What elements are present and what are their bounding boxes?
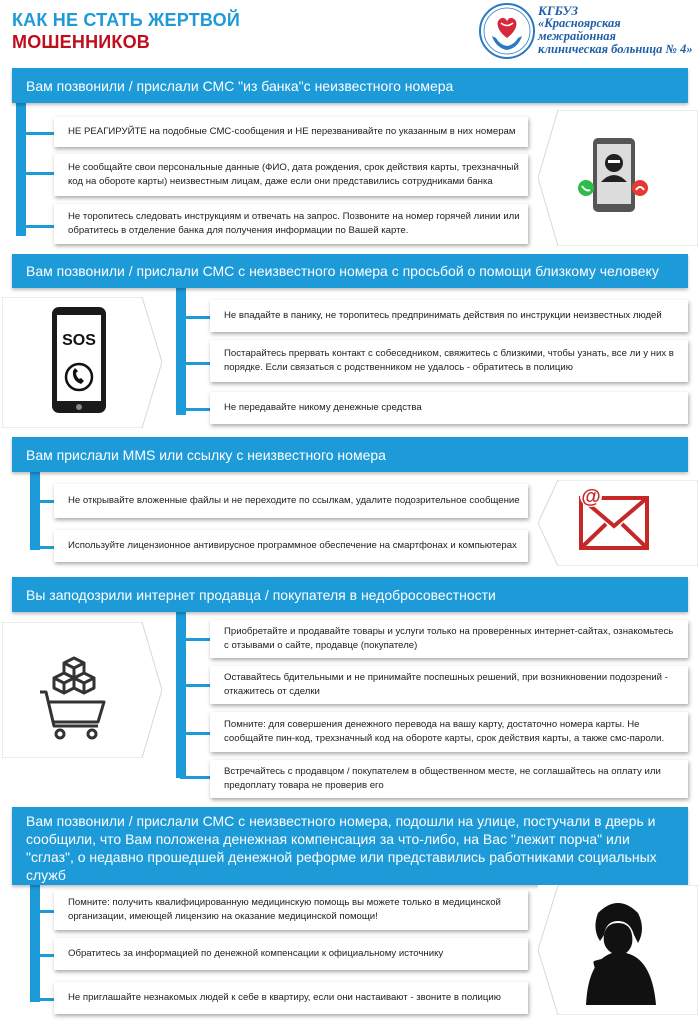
- section5-branch: [34, 954, 54, 957]
- section3-branch: [34, 546, 54, 549]
- sos-label: SOS: [62, 332, 96, 349]
- section4-tip1: Приобретайте и продавайте товары и услуги только на проверенных интернет-сайтах, ознакомьтесь с отзывами о сайте, продавце (покупателе): [210, 620, 688, 658]
- section2-heading: Вам позвонили / прислали СМС с неизвестного номера с просьбой о помощи близкому человеку: [12, 254, 688, 288]
- section3-heading: Вам прислали MMS или ссылку с неизвестного номера: [12, 437, 688, 472]
- section2-connector: [176, 285, 186, 415]
- section5-tip2: Обратитесь за информацией по денежной компенсации к официальному источнику: [54, 938, 528, 970]
- organization-name: [538, 4, 700, 56]
- section4-branch: [180, 776, 210, 779]
- page-title-line1: КАК НЕ СТАТЬ ЖЕРТВОЙ: [12, 10, 240, 30]
- section3-tip2: Используйте лицензионное антивирусное программное обеспечение на смартфонах и компьютерах: [54, 530, 528, 562]
- section4-icon-panel: [2, 622, 162, 758]
- section4-heading: Вы заподозрили интернет продавца / покупателя в недобросовестности: [12, 577, 688, 612]
- section2-tip2: Постарайтесь прервать контакт с собеседником, свяжитесь с близкими, чтобы узнать, все ли у них в порядке. Если связаться с родственником не удалось - обратитесь в полицию: [210, 340, 688, 382]
- section5-tip3: Не приглашайте незнакомых людей к себе в квартиру, если они настаивают - звоните в полицию: [54, 982, 528, 1014]
- organization-line2: «Красноярская межрайонная: [538, 16, 621, 43]
- section1-icon-panel: [538, 110, 698, 246]
- section1-tip1: НЕ РЕАГИРУЙТЕ на подобные СМС-сообщения и НЕ перезванивайте по указанным в них номерам: [54, 117, 528, 147]
- section1-branch: [20, 172, 54, 175]
- hospital-logo-icon: [478, 2, 536, 60]
- section5-icon-panel: [538, 885, 698, 1015]
- section4-branch: [180, 638, 210, 641]
- section1-connector: [16, 100, 26, 236]
- section1-branch: [20, 132, 54, 135]
- section4-tip2: Оставайтесь бдительными и не принимайте поспешных решений, при возникновении подозрений - откажитесь от сделки: [210, 666, 688, 704]
- section5-heading: Вам позвонили / прислали СМС с неизвестного номера, подошли на улице, постучали в дверь и сообщили, что Вам положена денежная компенсация за что-либо, на Вас "лежит порча" или "сглаз", о недавно прошедшей денежной реформе или представились работниками социальных служб: [12, 807, 688, 885]
- section1-tip3: Не торопитесь следовать инструкциям и отвечать на запрос. Позвоните на номер горячей линии или обратитесь в отделение банка для получения информации по Вашей карте.: [54, 204, 528, 244]
- email-at-label: @: [581, 486, 601, 508]
- section4-tip3: Помните: для совершения денежного перевода на вашу карту, достаточно номера карты. Не сообщайте пин-код, трехзначный код на обороте карты, срок действия карты, а также смс-пароли.: [210, 712, 688, 752]
- section3-branch: [34, 500, 54, 503]
- section5-connector: [30, 882, 40, 1002]
- section2-branch: [180, 408, 210, 411]
- section4-connector: [176, 610, 186, 778]
- organization-line1: КГБУЗ: [538, 3, 579, 18]
- section3-connector: [30, 470, 40, 550]
- section2-branch: [180, 316, 210, 319]
- section2-icon-panel: [2, 297, 162, 428]
- section4-branch: [180, 732, 210, 735]
- organization-line3: клиническая больница № 4»: [538, 42, 693, 56]
- section5-branch: [34, 998, 54, 1001]
- section4-branch: [180, 684, 210, 687]
- section2-tip3: Не передавайте никому денежные средства: [210, 392, 688, 424]
- section4-tip4: Встречайтесь с продавцом / покупателем в общественном месте, не соглашайтесь на оплату или предоплату товара не проверив его: [210, 760, 688, 798]
- section5-branch: [34, 910, 54, 913]
- section3-icon-panel: [538, 480, 698, 566]
- section2-branch: [180, 362, 210, 365]
- section3-tip1: Не открывайте вложенные файлы и не переходите по ссылкам, удалите подозрительное сообщение: [54, 484, 528, 518]
- page-title-line2: МОШЕННИКОВ: [12, 32, 151, 52]
- section1-heading: Вам позвонили / прислали СМС "из банка"с неизвестного номера: [12, 68, 688, 103]
- sos-phone-icon: [52, 307, 106, 413]
- section1-branch: [20, 225, 54, 228]
- section1-tip2: Не сообщайте свои персональные данные (ФИО, дата рождения, срок действия карты, трехзначный код на обороте карты) неизвестным лицам, даже если они представились сотрудниками банка: [54, 154, 528, 196]
- section2-tip1: Не впадайте в панику, не торопитесь предпринимать действия по инструкции неизвестных людей: [210, 300, 688, 332]
- section5-tip1: Помните: получить квалифицированную медицинскую помощь вы можете только в медицинской организации, имеющей лицензию на оказание медицинской помощи!: [54, 890, 528, 930]
